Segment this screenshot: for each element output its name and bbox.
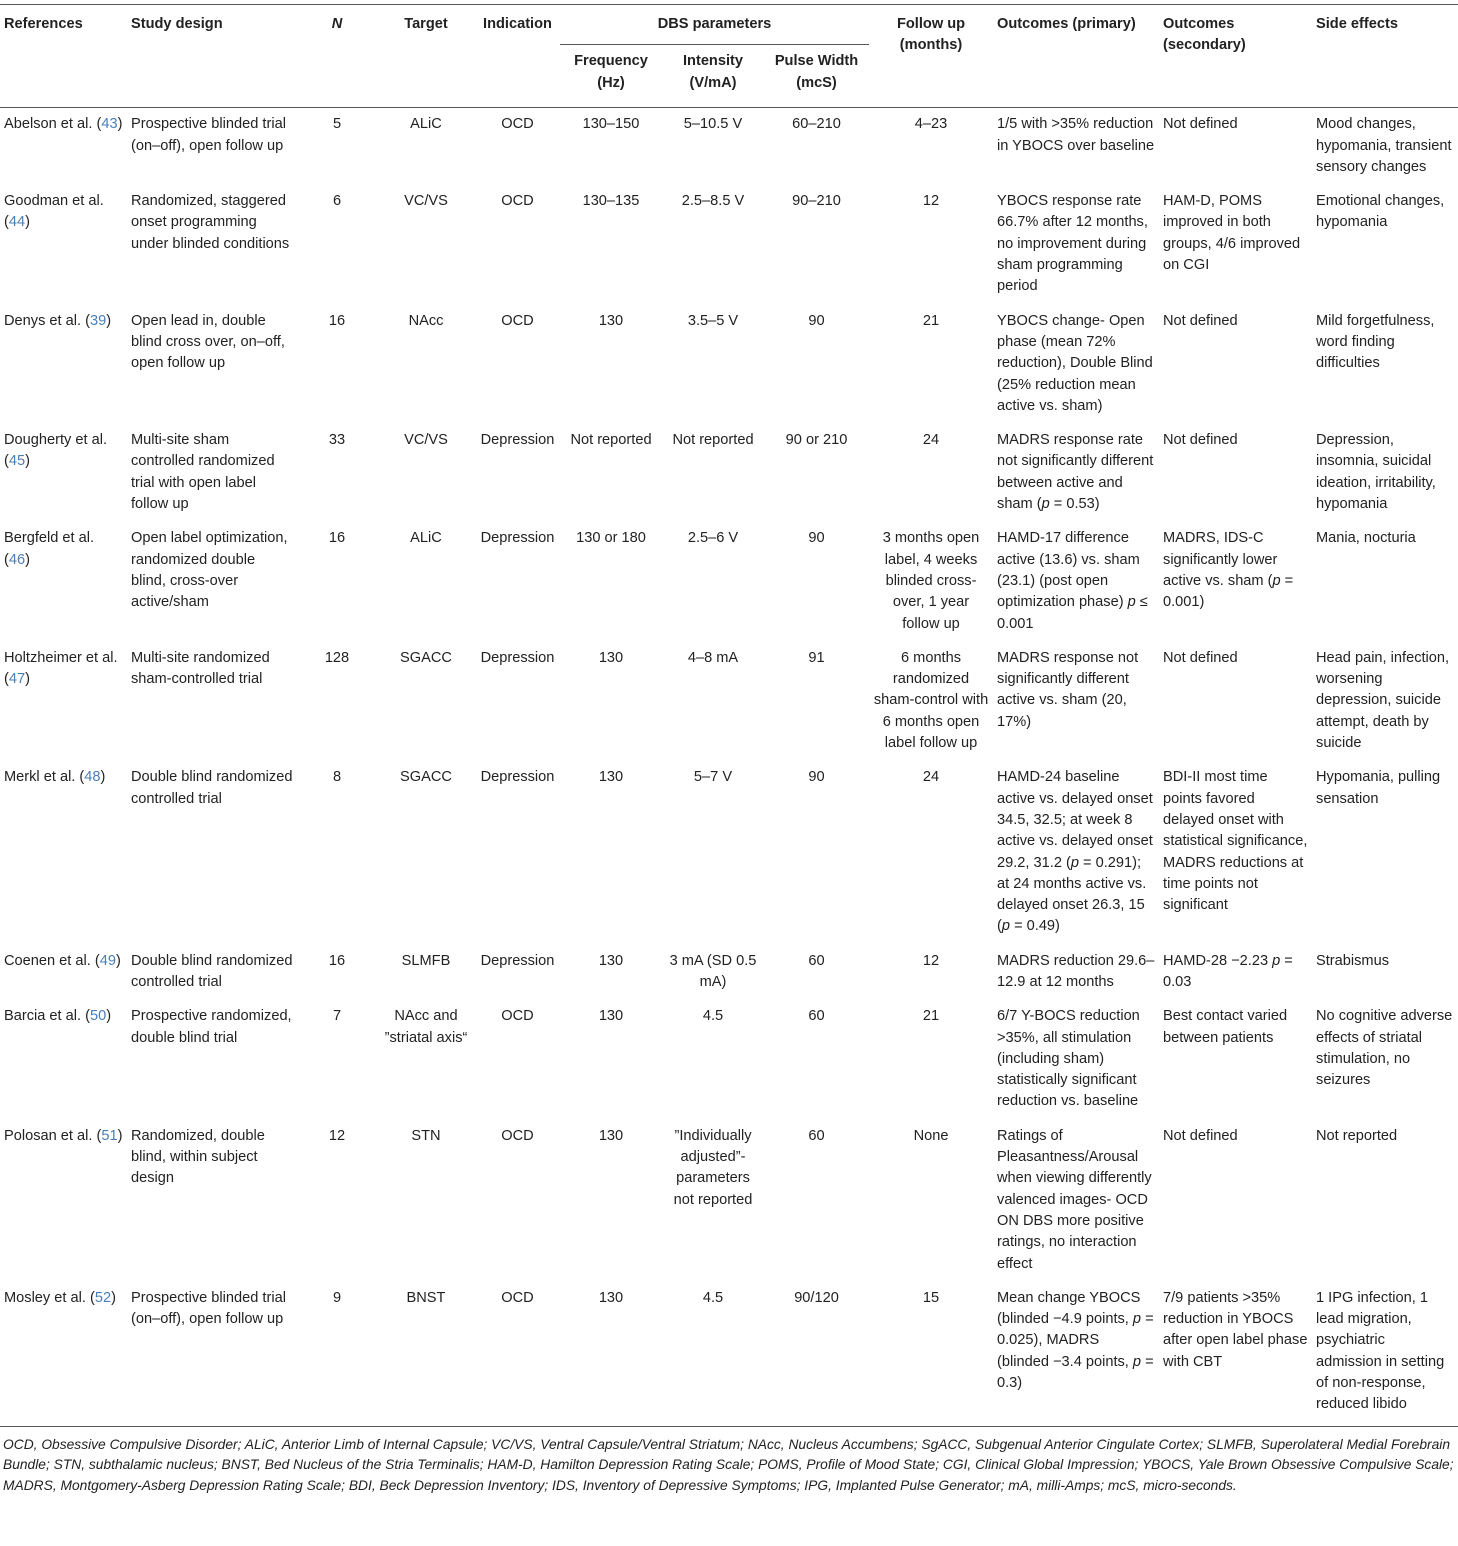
table-row (0, 1120, 1458, 1282)
study-design-cell: Randomized, double blind, within subject design (131, 1127, 265, 1187)
target-cell: VC/VS (404, 193, 448, 210)
outcomes-primary-cell: HAMD-17 difference active (13.6) vs. sham (23.1) (post open optimization phase) p ≤ 0.001 (997, 530, 1148, 632)
follow-up-cell: 24 (922, 432, 940, 449)
indication-cell: OCD (475, 1282, 560, 1426)
follow-up-cell: 15 (869, 1282, 993, 1426)
intensity-cell: 5–10.5 V (683, 116, 743, 133)
frequency-cell: 130 (598, 312, 624, 329)
follow-up-cell: 3 months open label, 4 weeks blinded cross-over, 1 year follow up (882, 530, 980, 632)
reference-cell (0, 1120, 127, 1282)
outcomes-primary-cell: 6/7 Y-BOCS reduction >35%, all stimulation (including sham) statistically significant reduction vs. baseline (997, 1008, 1140, 1110)
outcomes-secondary-cell: Not defined (1163, 1127, 1238, 1144)
frequency-cell: 130–150 (582, 116, 640, 133)
study-design-cell: Multi-site sham controlled randomized trial with open label follow up (131, 432, 275, 513)
reference-number-link[interactable]: 46 (8, 551, 26, 568)
pulse-width-cell: 90 (808, 312, 825, 329)
intensity-cell: 2.5–6 V (687, 530, 739, 547)
table-row (0, 185, 1458, 304)
frequency-cell: 130 (598, 769, 624, 786)
intensity-cell: 4.5 (662, 1282, 764, 1426)
side-effects-cell: No cognitive adverse effects of striatal stimulation, no seizures (1316, 1008, 1453, 1089)
frequency-cell: 130 (560, 1282, 662, 1426)
side-effects-cell: Mood changes, hypomania, transient sensory changes (1316, 116, 1452, 175)
frequency-cell: 130 (598, 1008, 624, 1025)
outcomes-secondary-cell: 7/9 patients >35% reduction in YBOCS after open label phase with CBT (1159, 1282, 1312, 1426)
reference-close-paren: ) (106, 312, 112, 329)
side-effects-cell: Depression, insomnia, suicidal ideation, irritability, hypomania (1316, 432, 1436, 513)
intensity-cell: 5–7 V (693, 769, 733, 786)
n-cell: 7 (332, 1008, 342, 1025)
pulse-width-cell: 90 (808, 530, 825, 547)
side-effects-cell: Hypomania, pulling sensation (1316, 769, 1441, 807)
reference-close-paren: ) (117, 1127, 123, 1144)
indication-cell: Depression (480, 649, 555, 666)
outcomes-secondary-cell: BDI-II most time points favored delayed onset with statistical significance, MADRS reductions at time points not significant (1163, 769, 1308, 914)
n-cell: 6 (332, 193, 342, 210)
target-cell: SGACC (400, 769, 452, 786)
outcomes-secondary-cell: HAM-D, POMS improved in both groups, 4/6 improved on CGI (1163, 193, 1301, 274)
outcomes-primary-cell: MADRS reduction 29.6–12.9 at 12 months (997, 952, 1155, 990)
table-row (0, 761, 1458, 944)
study-design-cell: Prospective blinded trial (on–off), open follow up (131, 116, 286, 154)
intensity-cell: 2.5–8.5 V (681, 193, 745, 210)
target-cell: NAcc (408, 312, 444, 329)
reference-close-paren: ) (111, 1289, 116, 1306)
reference-number-link[interactable]: 51 (101, 1127, 118, 1144)
n-cell: 5 (332, 116, 342, 133)
reference-cell (0, 305, 127, 424)
table-row (0, 424, 1458, 522)
reference-number-link[interactable]: 48 (84, 769, 101, 786)
reference-author: Abelson et al. ( (4, 116, 102, 133)
pulse-width-cell: 60 (808, 952, 825, 969)
header-row-1 (0, 5, 1458, 45)
reference-number-link[interactable]: 47 (8, 671, 26, 688)
indication-cell: Depression (480, 432, 555, 449)
pulse-width-cell: 91 (808, 649, 825, 666)
outcomes-primary-cell: 1/5 with >35% reduction in YBOCS over baseline (997, 116, 1155, 154)
header-side-effects: Side effects (1312, 5, 1458, 108)
reference-close-paren: ) (117, 116, 123, 133)
reference-author: Holtzheimer et al. ( (4, 649, 118, 688)
outcomes-primary-cell: HAMD-24 baseline active vs. delayed onset 34.5, 32.5; at week 8 active vs. delayed onset 29.2, 31.2 (p = 0.291); at 24 months active vs. delayed onset 26.3, 15 (p = 0.49) (997, 769, 1153, 935)
n-cell: 16 (328, 530, 346, 547)
reference-cell (0, 642, 127, 761)
header-outcomes-secondary: Outcomes (secondary) (1159, 5, 1312, 108)
indication-cell: OCD (501, 193, 534, 210)
reference-author: Bergfeld et al. ( (4, 530, 95, 568)
side-effects-cell: Not reported (1316, 1127, 1398, 1144)
follow-up-cell: 6 months randomized sham-control with 6 months open label follow up (873, 649, 989, 752)
follow-up-cell: 4–23 (914, 116, 948, 133)
outcomes-secondary-cell: Best contact varied between patients (1163, 1008, 1288, 1046)
n-cell: 16 (328, 312, 346, 329)
table-row (0, 945, 1458, 1001)
follow-up-cell: 24 (922, 769, 940, 786)
header-references: References (0, 5, 127, 108)
outcomes-secondary-cell: Not defined (1163, 649, 1238, 666)
reference-number-link[interactable]: 39 (89, 312, 107, 329)
frequency-cell: 130 (598, 952, 624, 969)
side-effects-cell: Mild forgetfulness, word finding difficulties (1316, 312, 1435, 372)
intensity-cell: 3 mA (SD 0.5 mA) (669, 952, 757, 990)
outcomes-secondary-cell: MADRS, IDS-C significantly lower active vs. sham (p = 0.001) (1163, 530, 1294, 611)
table-body (0, 108, 1458, 1426)
n-cell: 128 (324, 649, 350, 666)
indication-cell: OCD (501, 1127, 534, 1144)
table-row (0, 108, 1458, 185)
outcomes-primary-cell: Ratings of Pleasantness/Arousal when viewing differently valenced images- OCD ON DBS more positive ratings, no interaction effect (997, 1127, 1152, 1272)
outcomes-primary-cell: MADRS response rate not significantly different between active and sham (p = 0.53) (997, 432, 1154, 513)
study-design-cell: Prospective blinded trial (on–off), open follow up (127, 1282, 297, 1426)
header-follow-up: Follow up (months) (869, 5, 993, 108)
indication-cell: Depression (480, 530, 555, 547)
table-footnote: OCD, Obsessive Compulsive Disorder; ALiC, Anterior Limb of Internal Capsule; VC/VS, Ventral Capsule/Ventral Striatum; NAcc, Nucleus Accumbens; SgACC, Subgenual Anterior Cingulate Cortex; SLMFB, Superolateral Medial Forebrain Bundle; STN, subthalamic nucleus; BNST, Bed Nucleus of the Stria Terminalis; HAM-D, Hamilton Depression Rating Scale; POMS, Profile of Mood State; CGI, Clinical Global Impression; YBOCS, Yale Brown Obsessive Compulsive Scale; MADRS, Montgomery-Asberg Depression Rating Scale; BDI, Beck Depression Inventory; IDS, Inventory of Depressive Symptoms; IPG, Implanted Pulse Generator; mA, milli-Amps; mcS, micro-seconds. (3, 1436, 1454, 1493)
side-effects-cell: 1 IPG infection, 1 lead migration, psychiatric admission in setting of non-response, reduced libido (1312, 1282, 1458, 1426)
reference-author: Barcia et al. ( (4, 1008, 90, 1025)
header-pulse-width: Pulse Width (mcS) (764, 45, 869, 108)
intensity-cell: ”Individually adjusted”- parameters not reported (673, 1127, 753, 1208)
indication-cell: OCD (501, 116, 534, 133)
indication-cell: OCD (501, 312, 534, 329)
frequency-cell: Not reported (570, 432, 652, 449)
study-design-cell: Double blind randomized controlled trial (131, 952, 293, 990)
side-effects-cell: Head pain, infection, worsening depression, suicide attempt, death by suicide (1316, 649, 1450, 752)
reference-author: Merkl et al. ( (4, 769, 85, 786)
reference-close-paren: ) (25, 214, 30, 231)
frequency-cell: 130 or 180 (576, 530, 646, 547)
outcomes-secondary-cell: Not defined (1163, 432, 1238, 449)
dbs-trials-table (0, 4, 1458, 1427)
outcomes-primary-cell: YBOCS change- Open phase (mean 72% reduction), Double Blind (25% reduction mean active vs. sham) (997, 312, 1153, 414)
study-design-cell: Multi-site randomized sham-controlled trial (131, 649, 270, 688)
target-cell: VC/VS (404, 432, 448, 449)
outcomes-primary-cell: YBOCS response rate 66.7% after 12 months, no improvement during sham programming period (997, 193, 1148, 295)
intensity-cell: 4–8 mA (687, 649, 739, 666)
target-cell: BNST (377, 1282, 475, 1426)
pulse-width-cell: 90/120 (764, 1282, 869, 1426)
outcomes-primary-cell: Mean change YBOCS (blinded −4.9 points, p = 0.025), MADRS (blinded −3.4 points, p = 0.3) (993, 1282, 1159, 1426)
reference-cell (0, 1000, 127, 1119)
n-cell: 16 (328, 952, 346, 969)
reference-cell (0, 424, 127, 522)
reference-close-paren: ) (25, 453, 30, 470)
header-indication: Indication (475, 5, 560, 108)
reference-number-link[interactable]: 45 (8, 453, 26, 470)
reference-cell (0, 522, 127, 641)
outcomes-primary-cell: MADRS response not significantly different active vs. sham (20, 17%) (997, 649, 1139, 730)
indication-cell: Depression (480, 769, 555, 786)
follow-up-cell: None (913, 1127, 949, 1144)
reference-number-link[interactable]: 50 (89, 1008, 107, 1025)
table-row (0, 642, 1458, 761)
follow-up-cell: 21 (922, 1008, 940, 1025)
frequency-cell: 130 (598, 649, 624, 666)
frequency-cell: 130 (598, 1127, 624, 1144)
reference-cell (0, 108, 127, 185)
follow-up-cell: 12 (922, 193, 940, 210)
reference-author: Coenen et al. ( (4, 952, 100, 969)
reference-author: Goodman et al. ( (4, 193, 104, 231)
n-cell: 33 (328, 432, 346, 449)
outcomes-secondary-cell: HAMD-28 −2.23 p = 0.03 (1163, 952, 1293, 990)
side-effects-cell: Strabismus (1316, 952, 1390, 969)
table-row (0, 1000, 1458, 1119)
reference-number-link[interactable]: 44 (8, 214, 26, 231)
reference-cell (0, 761, 127, 944)
reference-cell (0, 1282, 127, 1426)
table-row (0, 522, 1458, 641)
indication-cell: Depression (480, 952, 555, 969)
outcomes-secondary-cell: Not defined (1163, 116, 1238, 133)
reference-close-paren: ) (25, 671, 30, 688)
reference-close-paren: ) (100, 769, 106, 786)
reference-author: Polosan et al. ( (4, 1127, 102, 1144)
header-dbs-parameters: DBS parameters (560, 5, 869, 45)
header-target: Target (377, 5, 475, 108)
pulse-width-cell: 60 (808, 1008, 825, 1025)
target-cell: ALiC (410, 116, 442, 133)
reference-author: Dougherty et al. ( (4, 432, 108, 470)
study-design-cell: Double blind randomized controlled trial (131, 769, 293, 807)
header-n: N (297, 5, 377, 108)
n-cell: 9 (297, 1282, 377, 1426)
header-outcomes-primary: Outcomes (primary) (993, 5, 1159, 108)
target-cell: STN (411, 1127, 441, 1144)
study-design-cell: Open lead in, double blind cross over, on–off, open follow up (131, 312, 285, 372)
n-cell: 12 (328, 1127, 346, 1144)
reference-author: Mosley et al. ( (4, 1289, 95, 1306)
n-cell: 8 (332, 769, 342, 786)
header-frequency: Frequency (Hz) (560, 45, 662, 108)
reference-close-paren: ) (115, 952, 121, 969)
indication-cell: OCD (501, 1008, 534, 1025)
reference-cell (0, 185, 127, 304)
reference-cell (0, 945, 127, 1001)
target-cell: NAcc and ”striatal axis“ (384, 1008, 468, 1046)
study-design-cell: Open label optimization, randomized double blind, cross-over active/sham (131, 530, 288, 611)
pulse-width-cell: 90 or 210 (785, 432, 848, 449)
intensity-cell: 4.5 (702, 1008, 724, 1025)
header-study-design: Study design (127, 5, 297, 108)
reference-close-paren: ) (106, 1008, 112, 1025)
header-intensity: Intensity (V/mA) (662, 45, 764, 108)
reference-number-link[interactable]: 43 (101, 116, 118, 133)
study-design-cell: Prospective randomized, double blind trial (131, 1008, 292, 1046)
side-effects-cell: Mania, nocturia (1316, 530, 1416, 547)
target-cell: SLMFB (401, 952, 451, 969)
intensity-cell: 3.5–5 V (687, 312, 739, 329)
reference-close-paren: ) (25, 551, 30, 568)
outcomes-secondary-cell: Not defined (1163, 312, 1238, 329)
table-row (0, 1282, 1458, 1426)
pulse-width-cell: 60 (808, 1127, 825, 1144)
intensity-cell: Not reported (672, 432, 754, 449)
pulse-width-cell: 60–210 (792, 116, 841, 133)
target-cell: ALiC (410, 530, 442, 547)
reference-number-link[interactable]: 49 (99, 952, 116, 969)
target-cell: SGACC (400, 649, 452, 666)
pulse-width-cell: 90 (808, 769, 825, 786)
table-row (0, 305, 1458, 424)
pulse-width-cell: 90–210 (792, 193, 841, 210)
reference-author: Denys et al. ( (4, 312, 90, 329)
follow-up-cell: 21 (922, 312, 940, 329)
reference-number-link[interactable]: 52 (94, 1289, 112, 1306)
frequency-cell: 130–135 (582, 193, 640, 210)
side-effects-cell: Emotional changes, hypomania (1316, 193, 1445, 231)
follow-up-cell: 12 (922, 952, 940, 969)
study-design-cell: Randomized, staggered onset programming under blinded conditions (131, 193, 290, 252)
